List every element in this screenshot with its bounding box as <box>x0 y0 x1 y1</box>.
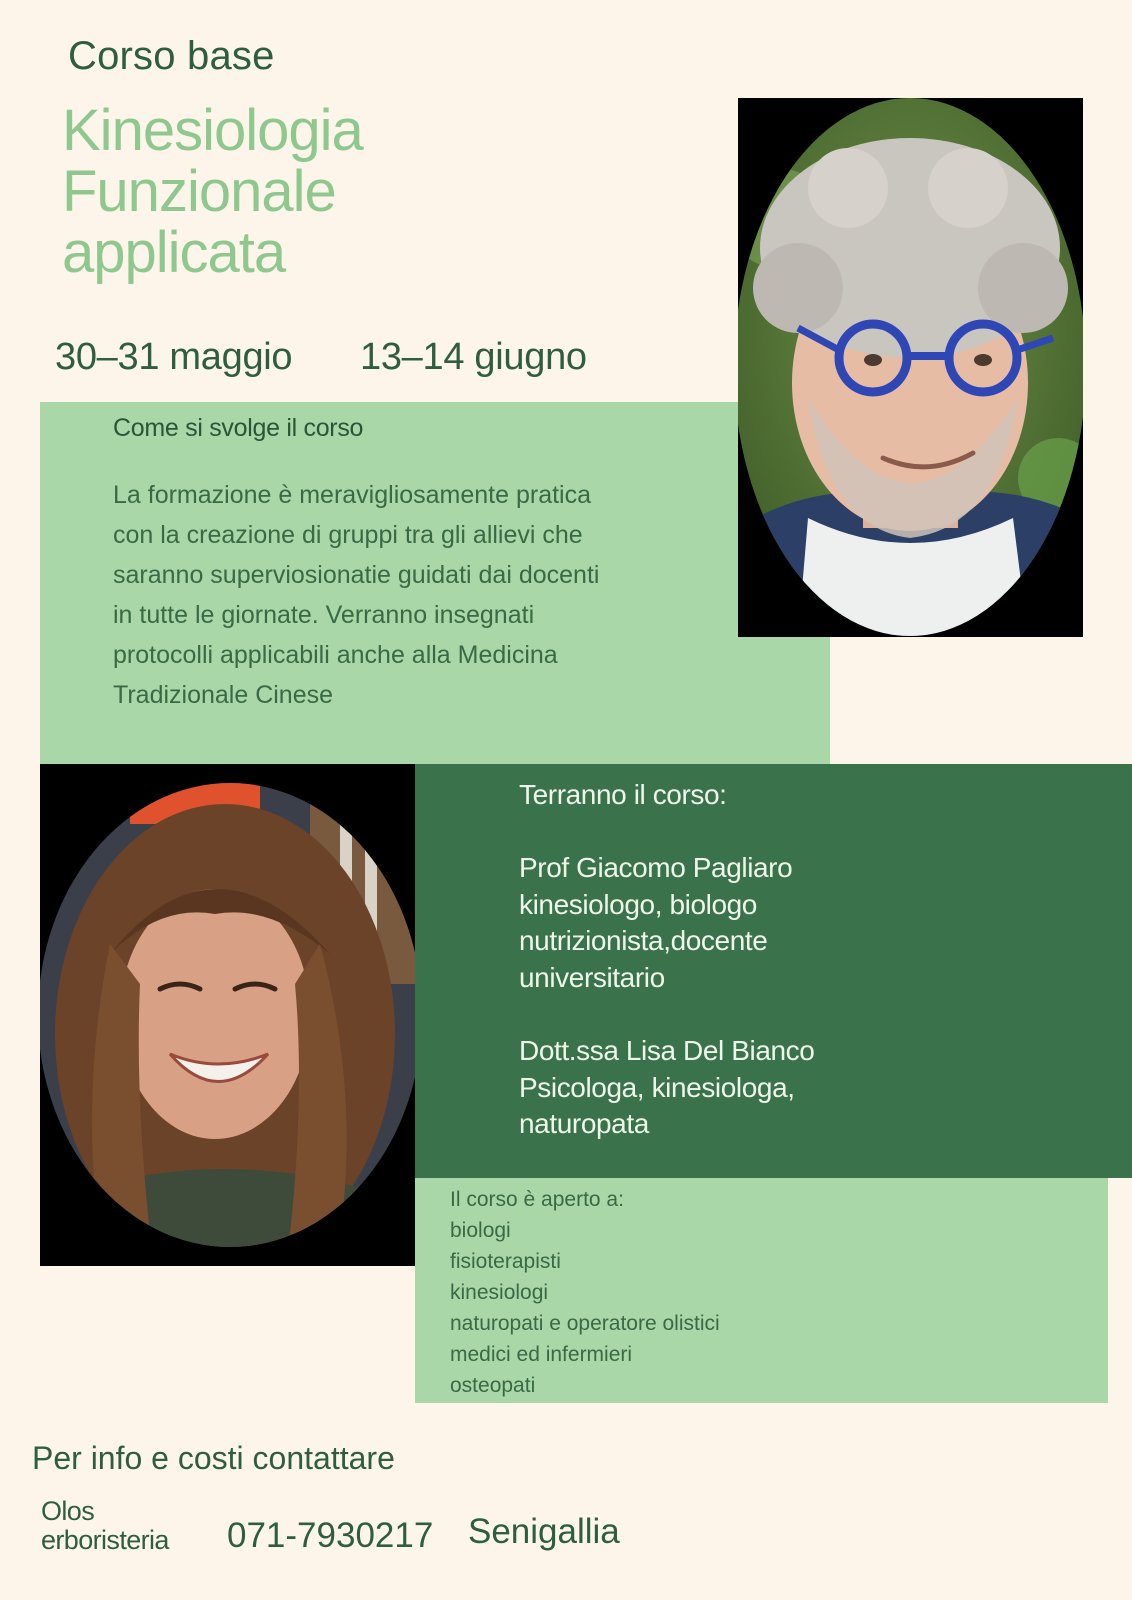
teacher-line: Psicologa, kinesiologa, <box>519 1071 795 1103</box>
teacher-lisa-del-bianco <box>519 1033 939 1143</box>
teacher-line: Dott.ssa Lisa Del Bianco <box>519 1035 815 1066</box>
teacher-photo-giacomo <box>738 98 1083 637</box>
teacher-line: Prof Giacomo Pagliaro <box>519 852 793 883</box>
course-title-line: applicata <box>62 220 286 285</box>
audience-list <box>450 1184 720 1401</box>
teacher-line: universitario <box>519 961 665 993</box>
contact-prompt: Per info e costi contattare <box>32 1440 395 1476</box>
audience-heading: Il corso è aperto a: <box>450 1188 624 1211</box>
contact-phone: 071-7930217 <box>227 1516 434 1555</box>
audience-item: osteopati <box>450 1374 536 1397</box>
teacher-line: naturopata <box>519 1108 649 1139</box>
woman-portrait-illustration <box>40 764 415 1266</box>
brand-line: erboristeria <box>41 1525 169 1555</box>
audience-item: naturopati e operatore olistici <box>450 1312 720 1335</box>
course-description-text: La formazione è meravigliosamente pratica con la creazione di gruppi tra gli allievi che saranno superviosionatie guidati dai docenti in tutte le giornate. Verranno insegnati protocolli applicabili anche alla Medicina Tradizionale Cinese <box>113 481 600 709</box>
teacher-giacomo-pagliaro <box>519 850 939 996</box>
contact-city: Senigallia <box>468 1512 620 1551</box>
man-portrait-illustration <box>738 98 1083 637</box>
course-description-heading: Come si svolge il corso <box>113 414 364 442</box>
teacher-line: kinesiologo, biologo <box>519 888 757 920</box>
audience-item: kinesiologi <box>450 1281 549 1304</box>
audience-item: medici ed infermieri <box>450 1343 633 1366</box>
teacher-line: nutrizionista,docente <box>519 925 768 956</box>
audience-item: biologi <box>450 1219 511 1242</box>
date-may: 30–31 maggio <box>55 336 293 378</box>
teachers-heading: Terranno il corso: <box>519 779 727 810</box>
date-june: 13–14 giugno <box>360 336 587 378</box>
course-title-line: Funzionale <box>62 159 336 224</box>
course-eyebrow: Corso base <box>68 34 275 78</box>
contact-brand <box>41 1497 169 1555</box>
teacher-photo-lisa <box>40 764 415 1266</box>
course-title-line: Kinesiologia <box>62 98 363 163</box>
brand-line: Olos <box>41 1496 95 1526</box>
course-title <box>62 100 363 283</box>
audience-item: fisioterapisti <box>450 1250 561 1273</box>
